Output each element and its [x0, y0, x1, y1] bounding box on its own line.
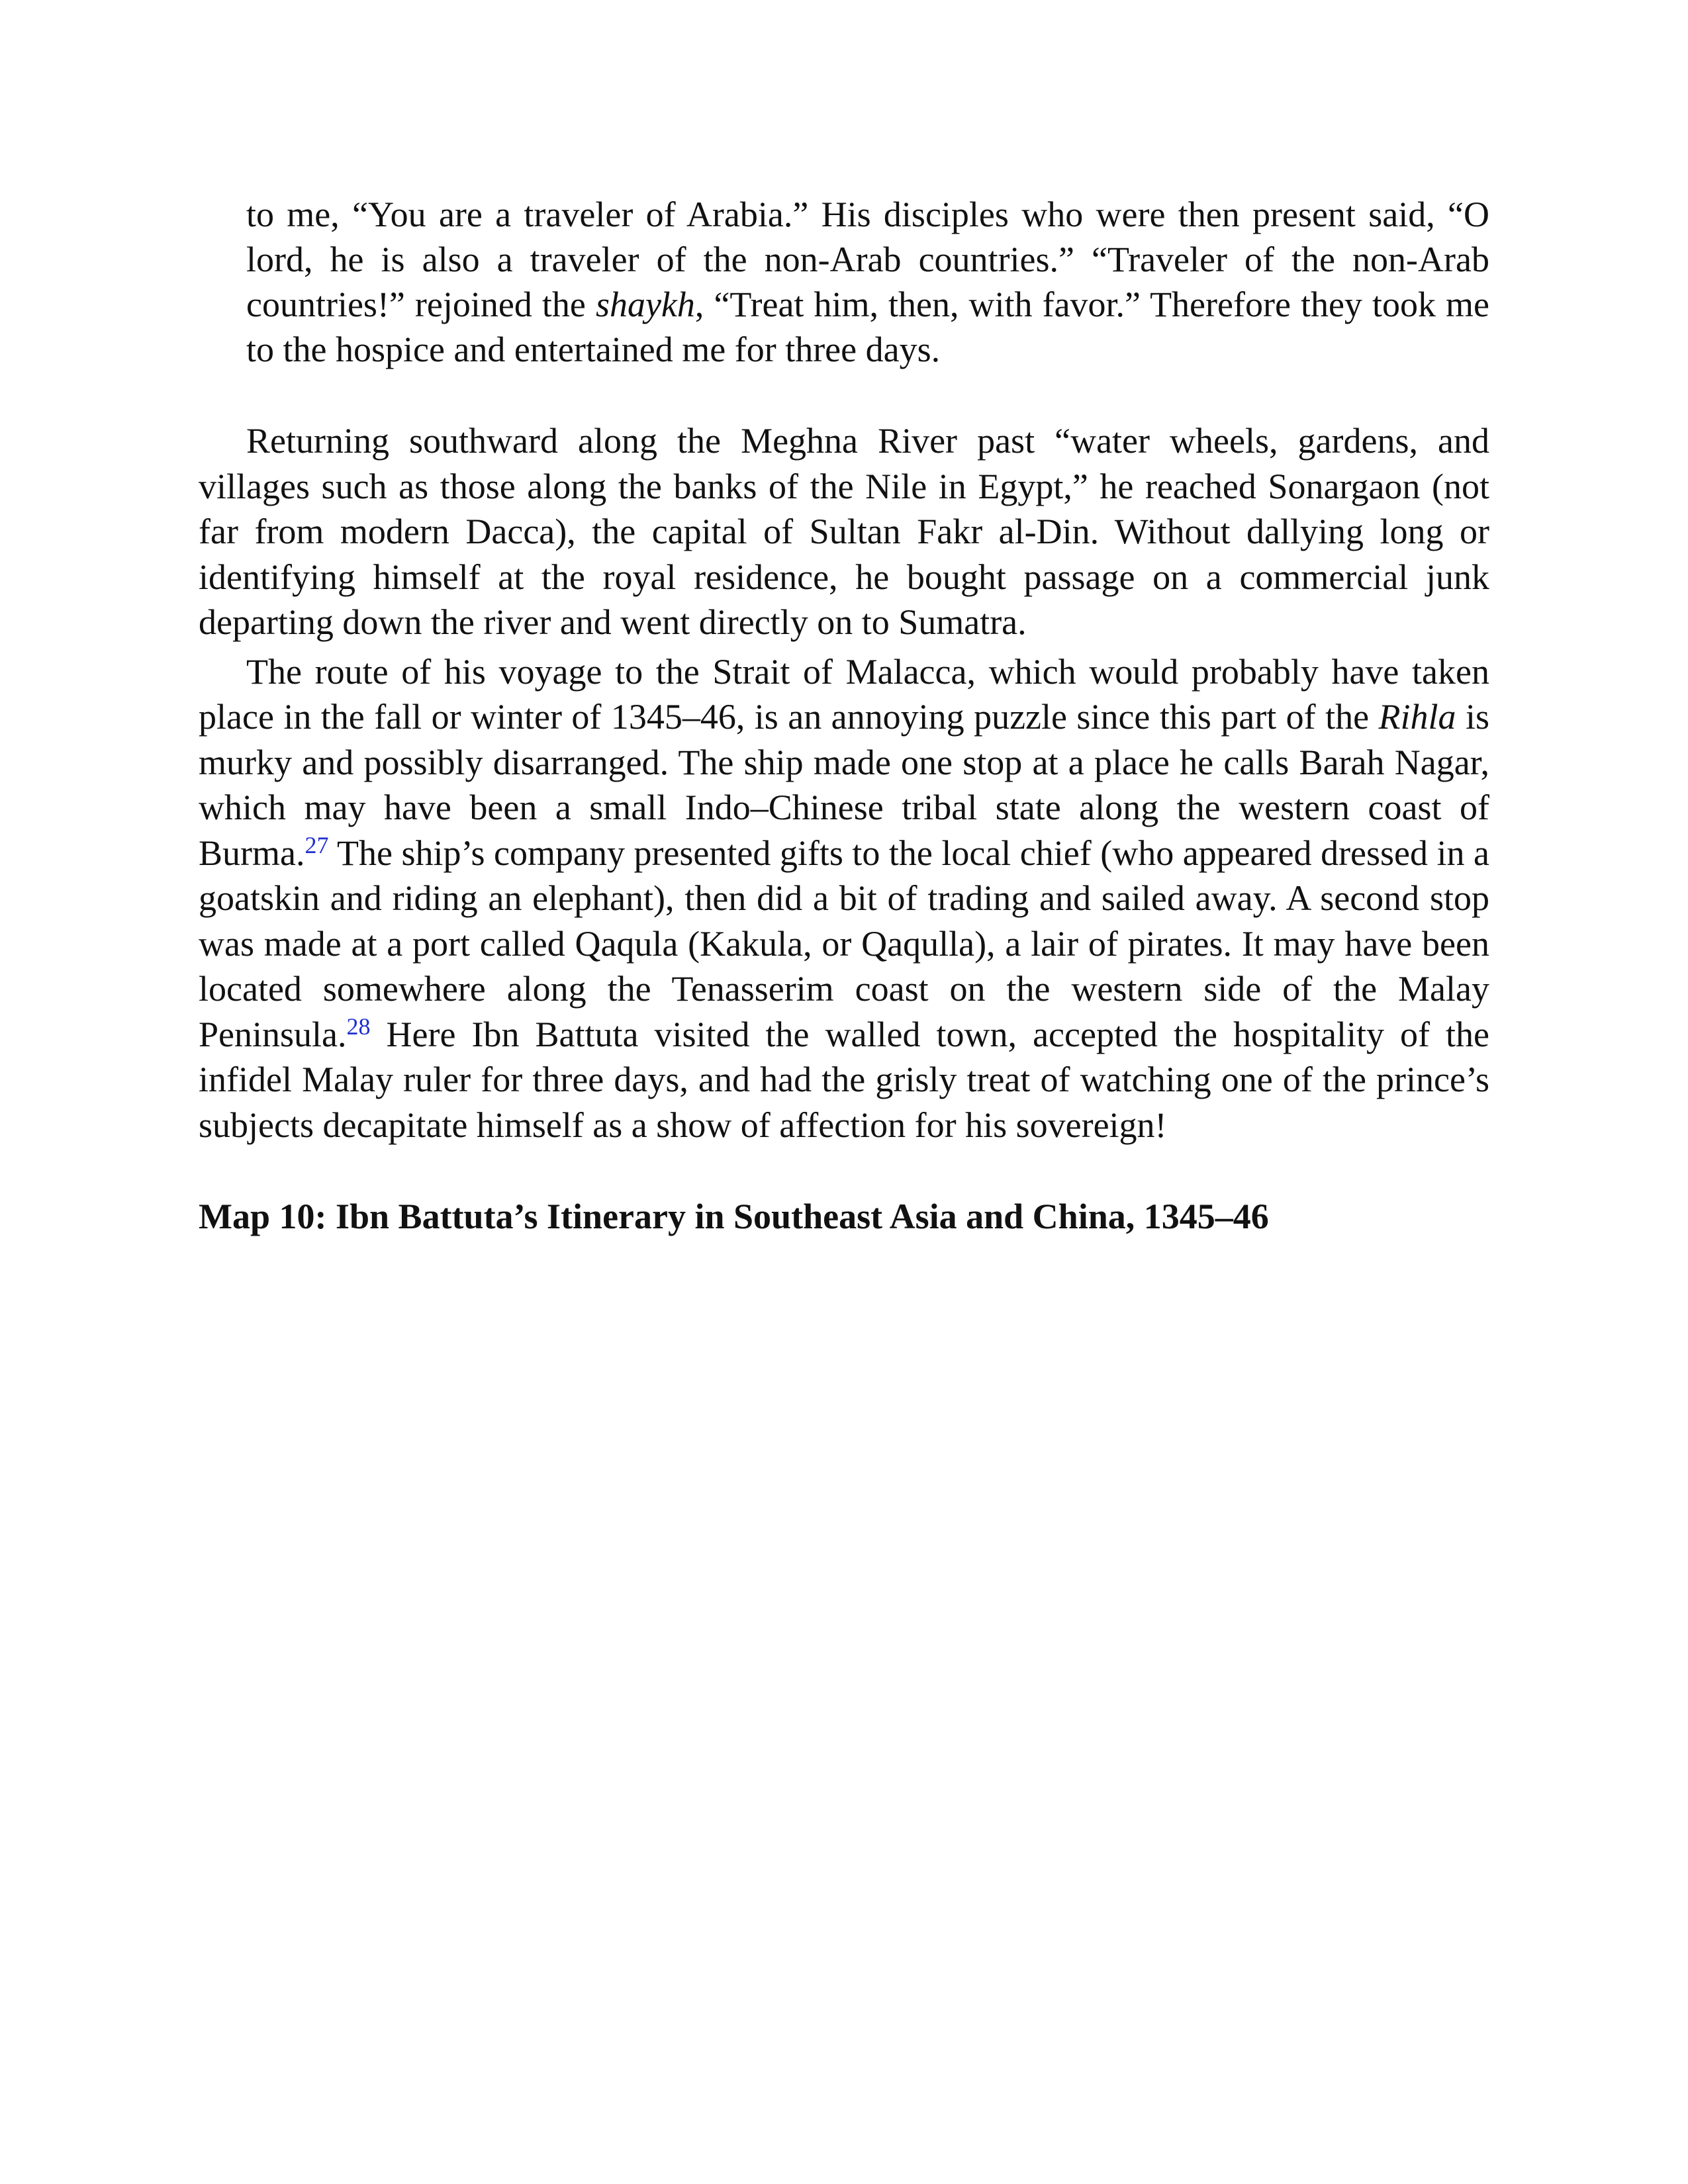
footnote-link-27[interactable]: 27 [305, 831, 329, 858]
quote-text-part2: , “Treat him, then, with favor.” Therefore they took me to the hospice and entertained me for three days. [246, 285, 1489, 369]
footnote-link-28[interactable]: 28 [346, 1013, 371, 1040]
map-heading: Map 10: Ibn Battuta’s Itinerary in Southeast Asia and China, 1345–46 [199, 1197, 1269, 1236]
paragraph-2-text-part3: The ship’s company presented gifts to the local chief (who appeared dressed in a goatskin and riding an elephant), then did a bit of trading and sailed away. A second stop was made at a port called Qaqula (Kakula, or Qaqulla), a lair of pirates. It may have been located somewhere along the Tenasserim coast on the western side of the Malay Peninsula. [199, 833, 1489, 1054]
paragraph-2-italic-title: Rihla [1378, 697, 1456, 737]
paragraph-2-text-part2: is murky and possibly disarranged. The ship made one stop at a place he calls Barah Nagar, which may have been a small Indo–Chinese tribal state along the western coast of Burma. [199, 697, 1489, 873]
paragraph-2-text-part1: The route of his voyage to the Strait of Malacca, which would probably have taken place in the fall or winter of 1345–46, is an annoying puzzle since this part of the [199, 651, 1489, 737]
block-quote [246, 192, 1489, 372]
quote-text-part1: to me, “You are a traveler of Arabia.” His disciples who were then present said, “O lord, he is also a traveler of the non-Arab countries.” “Traveler of the non-Arab countries!” rejoined the [246, 195, 1489, 324]
page-content [199, 192, 1489, 1239]
body-paragraph-2 [199, 649, 1489, 1148]
body-paragraph-1: Returning southward along the Meghna River past “water wheels, gardens, and villages such as those along the banks of the Nile in Egypt,” he reached Sonargaon (not far from modern Dacca), the capital of Sultan Fakr al-Din. Without dallying long or identifying himself at the royal residence, he bought passage on a commercial junk departing down the river and went directly on to Sumatra. [199, 421, 1489, 642]
paragraph-2-text-part4: Here Ibn Battuta visited the walled town, accepted the hospitality of the infidel Malay ruler for three days, and had the grisly treat of watching one of the prince’s subjects decapitate himself as a show of affection for his sovereign! [199, 1014, 1489, 1145]
quote-italic-term: shaykh [595, 285, 695, 324]
